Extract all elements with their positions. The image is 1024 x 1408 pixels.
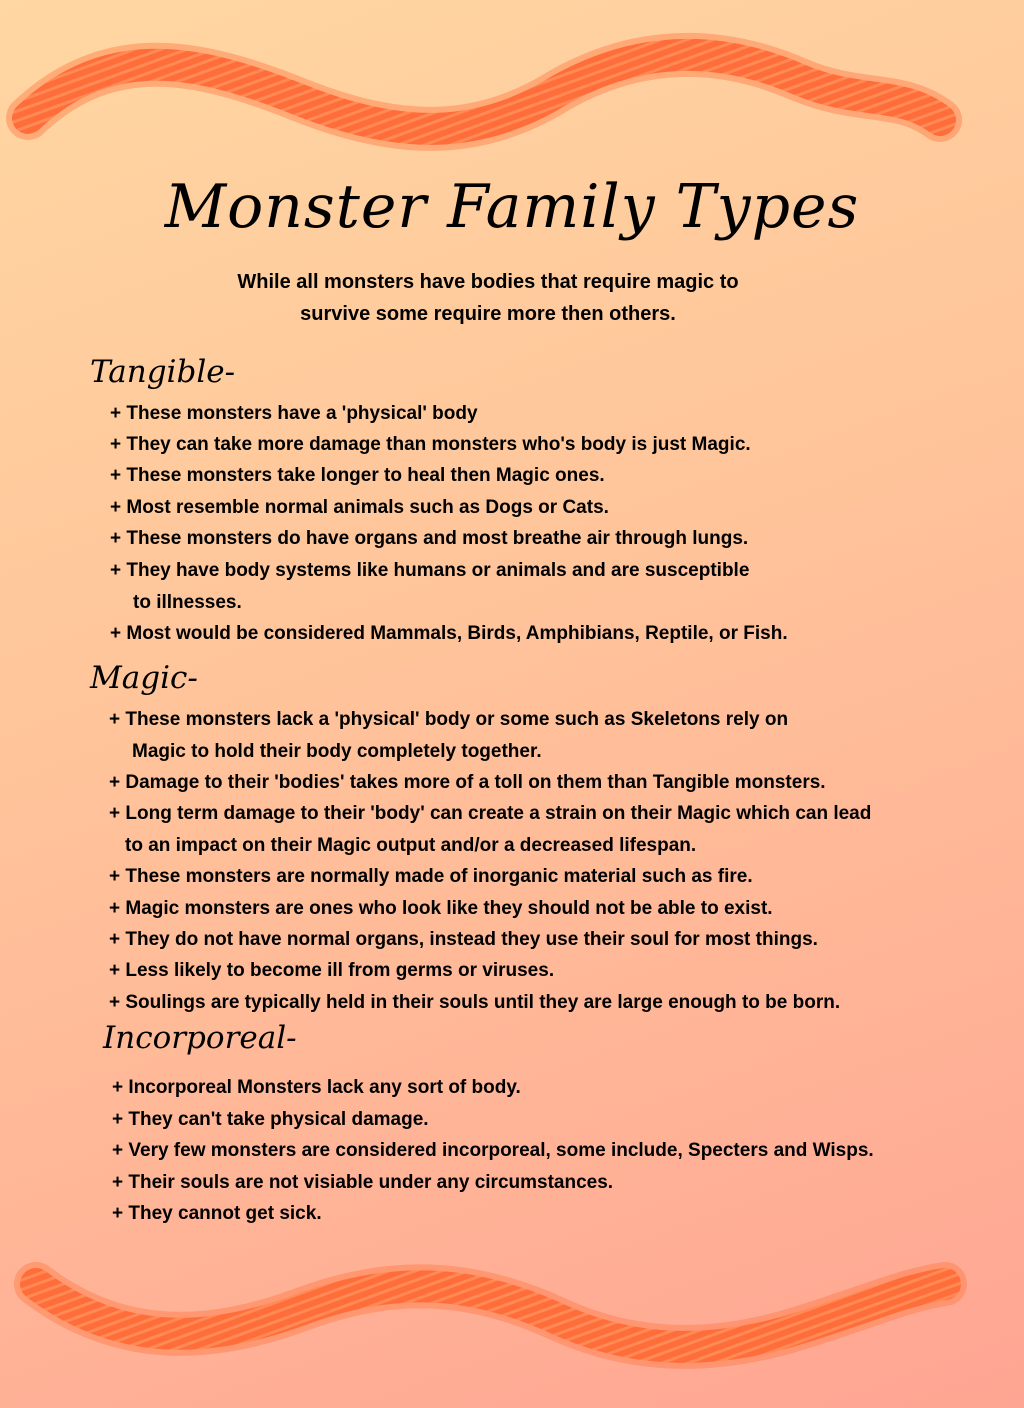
magic-item: + Soulings are typically held in their souls until they are large enough to be born. — [109, 992, 841, 1013]
incorporeal-item: + Incorporeal Monsters lack any sort of body. — [112, 1077, 521, 1098]
tangible-item-line: + They have body systems like humans or animals and are susceptible — [110, 560, 750, 581]
intro-line-2: survive some require more then others. — [300, 303, 676, 325]
incorporeal-item: + Their souls are not visiable under any circumstances. — [112, 1172, 614, 1193]
wavy-rope-top-decoration — [0, 20, 1024, 170]
magic-item: + They do not have normal organs, instead they use their soul for most things. — [109, 929, 818, 950]
tangible-heading: Tangible- — [90, 354, 236, 390]
incorporeal-item: + They cannot get sick. — [112, 1203, 322, 1224]
incorporeal-heading: Incorporeal- — [103, 1020, 297, 1056]
magic-item-continuation: Magic to hold their body completely together. — [132, 740, 542, 762]
magic-heading: Magic- — [90, 660, 198, 696]
magic-item: + Less likely to become ill from germs or viruses. — [109, 960, 555, 981]
tangible-item: + These monsters do have organs and most breathe air through lungs. — [110, 528, 749, 549]
tangible-item: + They can take more damage than monsters who's body is just Magic. — [110, 434, 751, 455]
magic-item-continuation: to an impact on their Magic output and/or a decreased lifespan. — [125, 834, 697, 856]
incorporeal-item: + They can't take physical damage. — [112, 1109, 429, 1130]
magic-item — [109, 798, 871, 861]
magic-item: + These monsters are normally made of inorganic material such as fire. — [109, 866, 753, 887]
intro-line-1: While all monsters have bodies that require magic to — [237, 271, 739, 293]
magic-item: + Magic monsters are ones who look like they should not be able to exist. — [109, 898, 773, 919]
tangible-item: + Most would be considered Mammals, Birds, Amphibians, Reptile, or Fish. — [110, 623, 788, 644]
tangible-item-continuation: to illnesses. — [133, 591, 242, 613]
magic-item-line: + These monsters lack a 'physical' body or some such as Skeletons rely on — [109, 709, 789, 730]
magic-item — [109, 704, 788, 767]
wavy-rope-bottom-decoration — [0, 1248, 1024, 1398]
tangible-item — [110, 555, 749, 618]
page-title: Monster Family Types — [164, 172, 860, 242]
magic-item: + Damage to their 'bodies' takes more of a toll on them than Tangible monsters. — [109, 772, 826, 793]
incorporeal-item: + Very few monsters are considered incorporeal, some include, Specters and Wisps. — [112, 1140, 874, 1161]
tangible-item: + These monsters have a 'physical' body — [110, 403, 478, 424]
intro-text — [0, 266, 976, 330]
tangible-item: + Most resemble normal animals such as Dogs or Cats. — [110, 497, 609, 518]
tangible-item: + These monsters take longer to heal then Magic ones. — [110, 465, 605, 486]
magic-item-line: + Long term damage to their 'body' can create a strain on their Magic which can lead — [109, 803, 872, 824]
